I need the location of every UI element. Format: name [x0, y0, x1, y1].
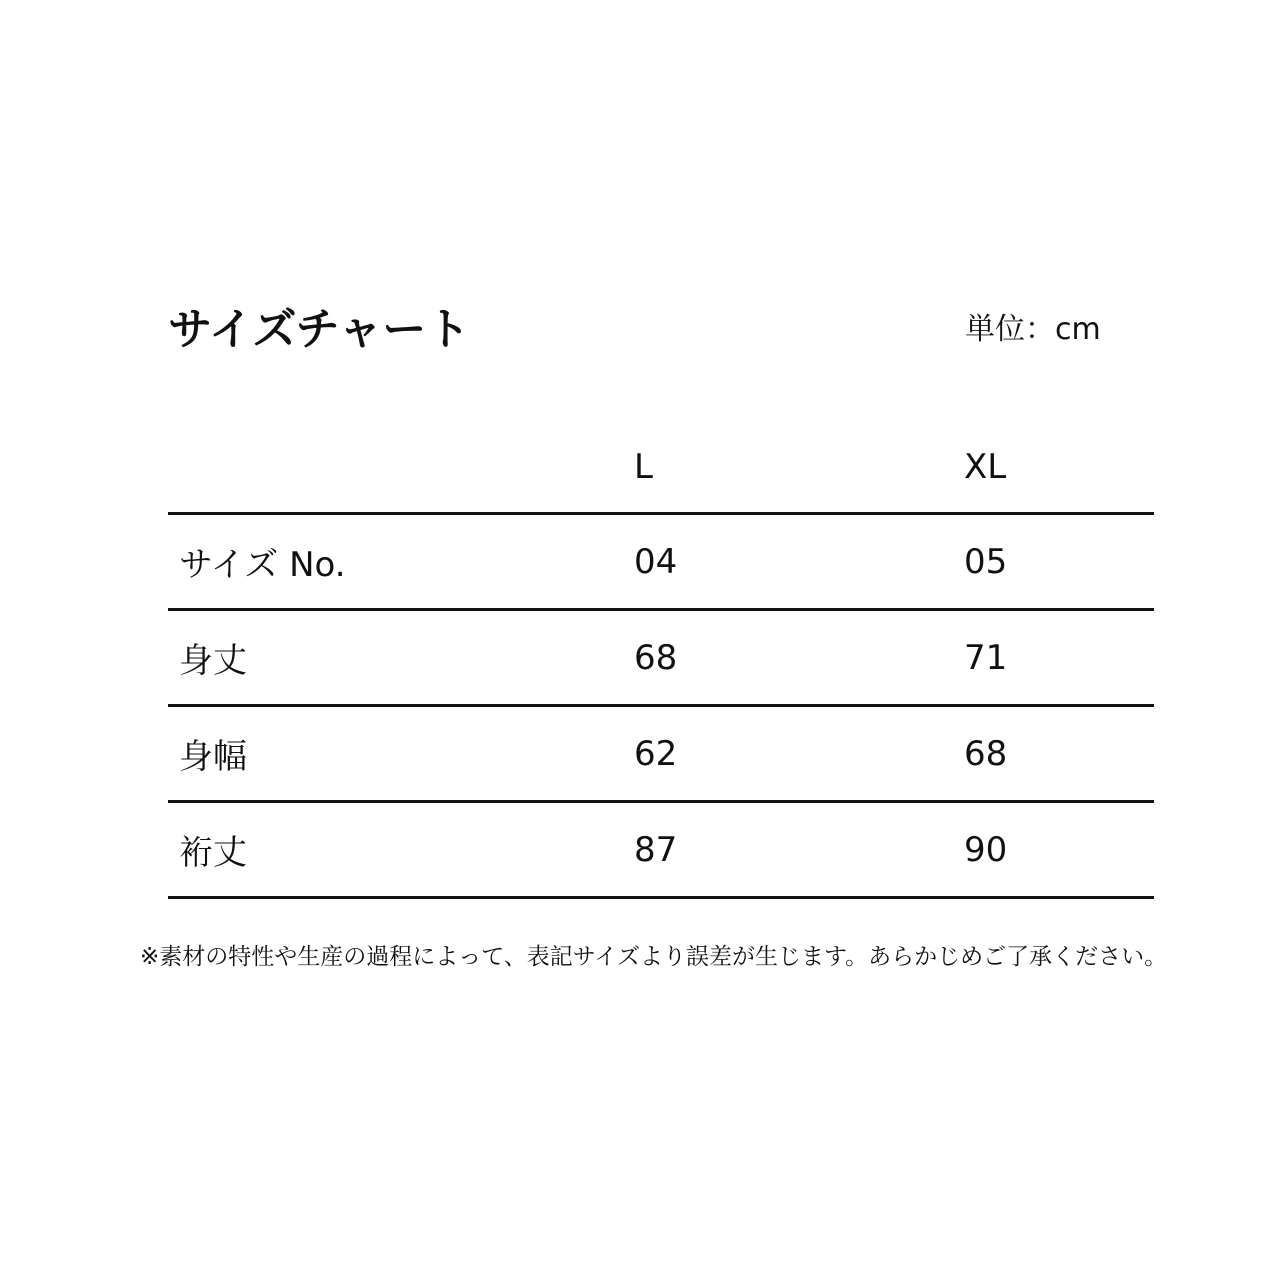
table-row: [168, 707, 1154, 803]
row-label: 身丈: [179, 641, 247, 681]
disclaimer-note: ※素材の特性や生産の過程によって、表記サイズより誤差が生じます。あらかじめご了承ください。: [140, 944, 1168, 970]
table-row: [168, 515, 1154, 611]
row-label: 裄丈: [179, 833, 247, 873]
table-row: [168, 611, 1154, 707]
table-header-row: [168, 440, 1154, 515]
size-table: [168, 440, 1154, 899]
cell-xl: 68: [964, 733, 1008, 774]
cell-xl: 05: [964, 541, 1008, 582]
row-label: サイズ No.: [179, 545, 346, 585]
column-header-xl: XL: [964, 447, 1007, 487]
cell-xl: 71: [964, 637, 1008, 678]
cell-xl: 90: [964, 829, 1008, 870]
page-title: サイズチャート: [168, 304, 471, 355]
cell-l: 87: [634, 829, 678, 870]
unit-label: 単位：cm: [965, 312, 1101, 347]
cell-l: 04: [634, 541, 678, 582]
cell-l: 68: [634, 637, 678, 678]
table-row: [168, 803, 1154, 899]
column-header-l: L: [634, 447, 653, 487]
cell-l: 62: [634, 733, 678, 774]
row-label: 身幅: [179, 737, 247, 777]
